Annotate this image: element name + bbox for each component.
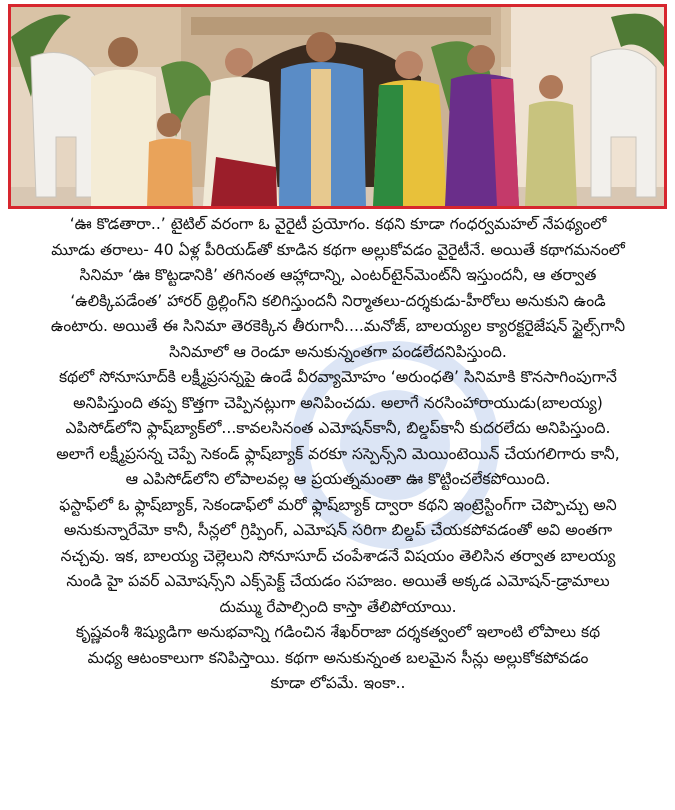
- text-line: ఆ ఎపిసోడ్‌లోని లోపాలవల్ల ఆ ప్రయత్నమంతా ఊ కొట్టించలేకపోయింది.: [125, 470, 551, 488]
- text-line: కూడా లోపమే. ఇంకా..: [270, 674, 406, 692]
- text-line: నచ్చవు. ఇక, బాలయ్య చెల్లెలుని సోనూసూద్ చంపేశాడనే విషయం తెలిసిన తర్వాత బాలయ్య: [60, 546, 616, 565]
- film-still-illustration: [11, 7, 664, 206]
- text-line: ఎపిసోడ్‌లోని ఫ్లాష్‌బ్యాక్‌లో...కావలసినంత ఎమోషన్‌కానీ, బిల్డప్‌కానీ కుదరలేదు అనిపిస్తుంది.: [65, 419, 611, 437]
- paragraph-2: [14, 365, 662, 493]
- text-line: నుండి హై పవర్ ఎమోషన్స్‌ని ఎక్స్‌పెక్ట్ చేయడం సహజం. అయితే అక్కడ ఎమోషన్-డ్రామాలు: [66, 572, 610, 590]
- text-line: అనిపిస్తుంది తప్ప కొత్తగా చెప్పినట్లుగా అనిపించదు. అలాగే నరసింహారాయుడు(బాలయ్య): [73, 393, 603, 412]
- film-still-photo: [8, 4, 667, 209]
- text-line: సినిమా ‘ఊ కొట్టడానికి’ తగినంత ఆహ్లాదాన్ని, ఎంటర్‌టైన్‌మెంట్‌నీ ఇస్తుందనీ, ఆ తర్వాత: [79, 266, 597, 284]
- text-line: దుమ్ము రేపాల్సింది కాస్తా తేలిపోయాయి.: [219, 597, 457, 616]
- paragraph-1: [14, 212, 662, 365]
- paragraph-4: [14, 620, 662, 697]
- text-line: ఫస్టాఫ్‌లో ఓ ఫ్లాష్‌బ్యాక్, సెకండాఫ్‌లో మరో ఫ్లాష్‌బ్యాక్ ద్వారా కథని ఇంట్రెస్టింగ్‌గా చెప్పొచ్చు అని: [59, 495, 617, 514]
- text-line: మూడు తరాలు- 40 ఏళ్ల పీరియడ్‌తో కూడిన కథగా అల్లుకోవడం వైరైటీనే. అయితే కథాగమనంలో: [51, 240, 625, 259]
- review-article: [14, 212, 662, 697]
- paragraph-3: [14, 493, 662, 621]
- text-line: అనుకున్నారేమో కానీ, సీన్లలో గ్రిప్పింగ్, ఎమోషన్ సరిగా బిల్డప్ చేయకపోవడంతో అవి అంతగా: [63, 521, 613, 539]
- text-line: మధ్య ఆటంకాలుగా కనిపిస్తాయి. కథగా అనుకున్నంత బలమైన సీన్లు అల్లుకోకపోవడం: [87, 648, 589, 667]
- text-line: ‘ఊ కొడతారా..’ టైటిల్ వరంగా ఓ వైరైటీ ప్రయోగం. కథని కూడా గంధర్వమహల్ నేపథ్యంలో: [69, 215, 607, 233]
- text-line: అలాగే లక్ష్మీప్రసన్న చెప్పే సెకండ్ ఫ్లాష్‌బ్యాక్ వరకూ సస్పెన్స్‌ని మెయింటెయిన్ చేయగలిగారు కానీ,: [56, 444, 620, 463]
- text-line: కృష్ణవంశీ శిష్యుడిగా అనుభవాన్ని గడించిన శేఖర్‌రాజా దర్శకత్వంలో ఇలాంటి లోపాలు కథ: [75, 623, 601, 641]
- text-line: సినిమాలో ఆ రెండూ అనుకున్నంతగా పండలేదనిపిస్తుంది.: [169, 342, 507, 361]
- text-line: ఉంటారు. అయితే ఈ సినిమా తెరకెక్కిన తీరుగానీ....మనోజ్, బాలయ్యల క్యారక్టరైజేషన్ స్టైల్స్‌గానీ: [50, 317, 626, 335]
- text-line: ‘ఉలిక్కిపడేంత’ హారర్ థ్రిల్లింగ్‌ని కలిగిస్తుందనీ నిర్మాతలు-దర్శకుడు-హీరోలు అనుకుని ఉండి: [70, 291, 606, 310]
- text-line: కథలో సోనూసూద్‌కి లక్ష్మీప్రసన్నపై ఉండే వీరవ్యామోహం ‘అరుంధతి’ సినిమాకి కొనసాగింపుగానే: [58, 368, 618, 386]
